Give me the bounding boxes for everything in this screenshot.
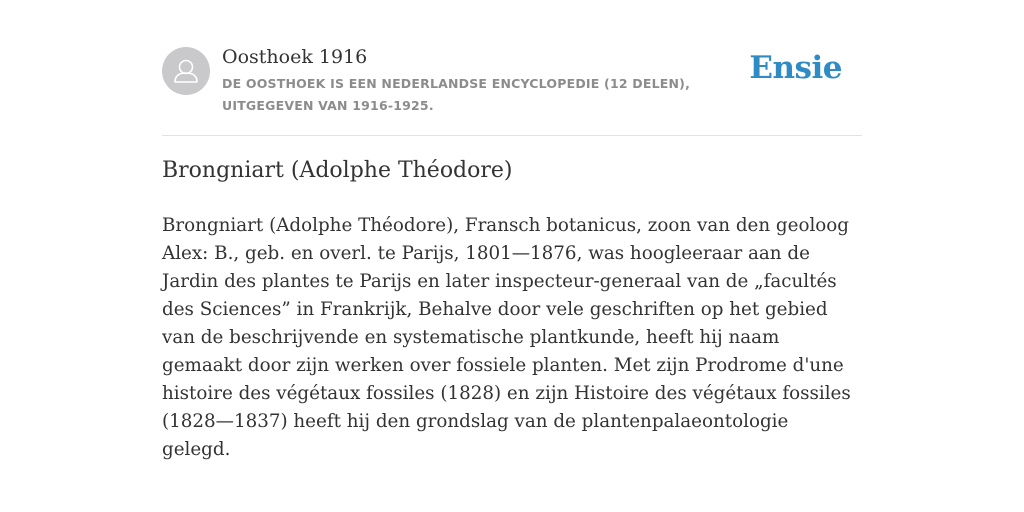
brand-logo[interactable]: Ensie — [749, 50, 842, 86]
article-body: Brongniart (Adolphe Théodore), Fransch botanicus, zoon van den geoloog Alex: B., geb. en overl. te Parijs, 1801—1876, was hoogleeraar aan de Jardin des plantes te Parijs en later inspecteur-generaal van de „facultés des Sciences” in Frankrijk, Behalve door vele geschriften op het gebied van de beschrijvende en systematische plantkunde, heeft hij naam gemaakt door zijn werken over fossiele planten. Met zijn Prodrome d'une histoire des végétaux fossiles (1828) en zijn Histoire des végétaux fossiles (1828—1837) heeft hij den grondslag van de plantenpalaeontologie gelegd. — [162, 215, 851, 460]
source-avatar[interactable] — [162, 47, 210, 95]
source-description: DE OOSTHOEK IS EEN NEDERLANDSE ENCYCLOPEDIE (12 DELEN), UITGEGEVEN VAN 1916-1925. — [222, 76, 691, 113]
source-name[interactable]: Oosthoek 1916 — [222, 46, 368, 68]
article-title: Brongniart (Adolphe Théodore) — [162, 158, 513, 183]
user-silhouette-icon — [162, 47, 210, 95]
source-header — [162, 44, 862, 136]
